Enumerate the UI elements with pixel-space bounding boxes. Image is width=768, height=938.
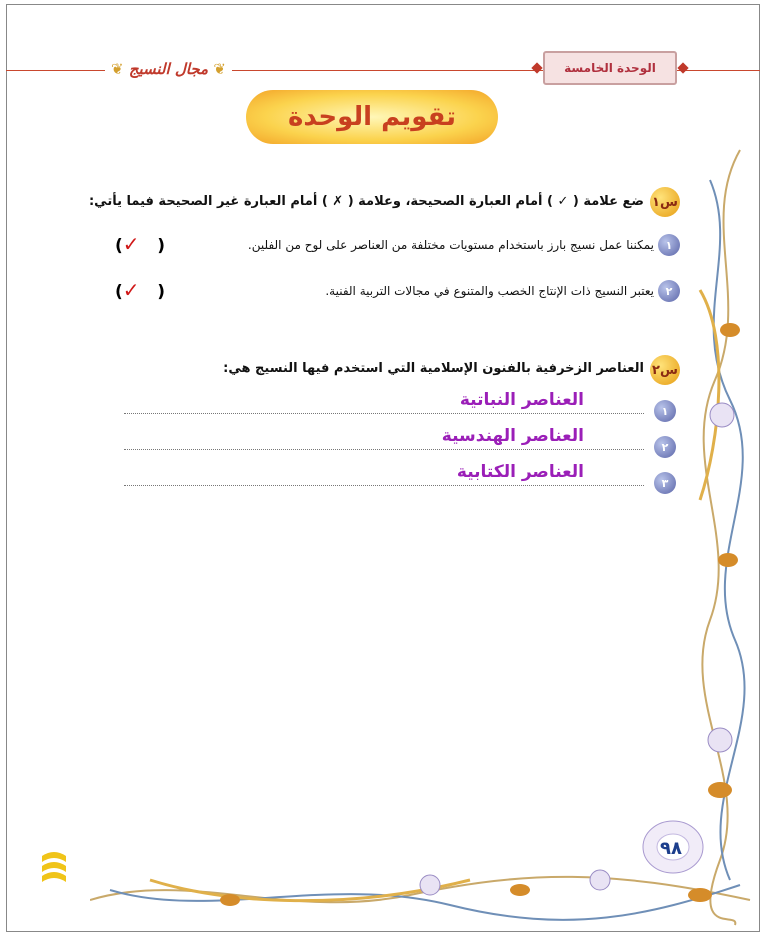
page-number: ٩٨: [660, 838, 682, 859]
answer-check: (✓ ): [115, 278, 166, 302]
check-mark-icon: ✓: [122, 278, 140, 302]
answer-text: العناصر النباتية: [459, 390, 584, 410]
question-badge: س١: [650, 187, 680, 217]
header-unit-box: [543, 51, 677, 85]
answer-check: (✓ ): [115, 232, 166, 256]
answer-line: [124, 385, 644, 414]
item-number-badge: ١: [658, 234, 680, 256]
page-title: تقويم الوحدة: [287, 102, 457, 132]
answer-text: العناصر الهندسية: [441, 426, 584, 446]
header-domain-title: [105, 60, 232, 78]
answer-line: [124, 421, 644, 450]
item-number-badge: ٣: [654, 472, 676, 494]
statement-text: يمكننا عمل نسيج بارز باستخدام مستويات مختلفة من العناصر على لوح من الفلين.: [247, 238, 654, 252]
item-number-badge: ٢: [654, 436, 676, 458]
page-title-banner: [246, 90, 498, 144]
header-unit-text: الوحدة الخامسة: [564, 61, 656, 75]
header-domain-text: مجال النسيج: [128, 60, 209, 78]
ornament-icon: ❦: [111, 60, 124, 78]
decorative-vine-icon: [680, 140, 760, 930]
item-number-badge: ٢: [658, 280, 680, 302]
answer-line: [124, 457, 644, 486]
question-badge: س٢: [650, 355, 680, 385]
ornament-icon: ❦: [213, 60, 226, 78]
answer-text: العناصر الكتابية: [456, 462, 584, 482]
question-1-text: ضع علامة ( ✓ ) أمام العبارة الصحيحة، وعلامة ( ✗ ) أمام العبارة غير الصحيحة فيما يأتي:: [88, 194, 644, 209]
question-2-text: العناصر الزخرفية بالفنون الإسلامية التي استخدم فيها النسيج هي:: [223, 361, 644, 376]
check-mark-icon: ✓: [122, 232, 140, 256]
statement-text: يعتبر النسيج ذات الإنتاج الخصب والمتنوع في مجالات التربية الفنية.: [325, 284, 654, 298]
item-number-badge: ١: [654, 400, 676, 422]
publisher-logo-icon: [36, 846, 72, 888]
